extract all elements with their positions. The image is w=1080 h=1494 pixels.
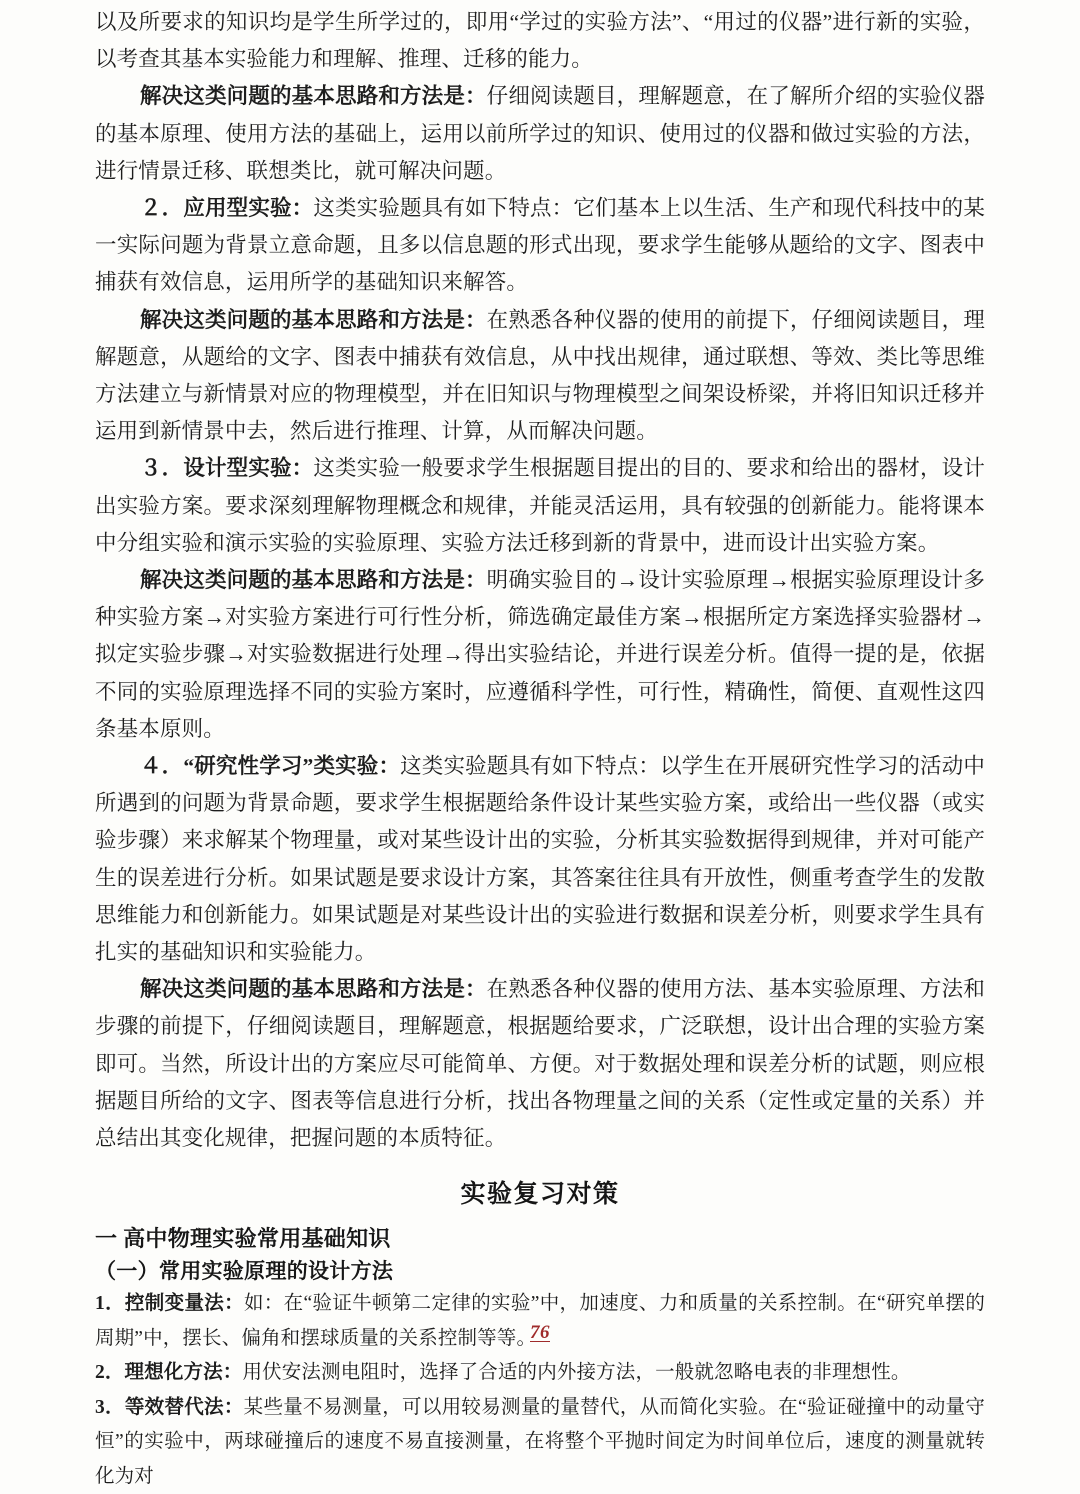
method-label-2: 解决这类问题的基本思路和方法是： [140,307,487,332]
method-list-item [95,1391,985,1494]
method-list-item-label: 3．等效替代法： [95,1396,244,1418]
method-list-item-text: 用伏安法测电阻时，选择了合适的内外接方法，一般就忽略电表的非理想性。 [242,1362,911,1384]
item-4-text: 这类实验题具有如下特点：以学生在开展研究性学习的活动中所遇到的问题为背景命题，要求学生根据题给条件设计某些实验方案，或给出一些仪器（或实验步骤）来求解某个物理量，或对某些设计出的实验，分析其实验数据得到规律，并对可能产生的误差进行分析。如果试题是要求设计方案，其答案往往具有开放性，侧重考查学生的发散思维能力和创新能力。如果试题是对某些设计出的实验进行数据和误差分析，则要求学生具有扎实的基础知识和实验能力。 [95,754,986,965]
item-4-label: ４．“研究性学习”类实验： [140,754,401,779]
method-list-item-label: 1．控制变量法： [95,1293,244,1315]
method-label-1: 解决这类问题的基本思路和方法是： [140,84,487,109]
method-label-4: 解决这类问题的基本思路和方法是： [140,977,487,1002]
item-3-text: 这类实验一般要求学生根据题目提出的目的、要求和给出的器材，设计出实验方案。要求深刻理解物理概念和规律，并能灵活运用，具有较强的创新能力。能将课本中分组实验和演示实验的实验原理、实验方法迁移到新的背景中，进而设计出实验方案。 [95,456,986,555]
method-list-item-text: 如：在“验证牛顿第二定律的实验”中，加速度、力和质量的关系控制。在“研究单摆的周期”中，摆长、偏角和摆球质量的关系控制等等。 [95,1293,985,1349]
item-2-label: ２．应用型实验： [140,196,314,221]
main-text-body [95,0,985,1157]
method-list-item-label: 2．理想化方法： [95,1362,243,1384]
section-subheading-1: （一）常用实验原理的设计方法 [95,1259,394,1284]
method-text-2: 在熟悉各种仪器的使用的前提下，仔细阅读题目，理解题意，从题给的文字、图表中捕获有效信息，从中找出规律，通过联想、等效、类比等思维方法建立与新情景对应的物理模型，并在旧知识与物理模型之间架设桥梁，并将旧知识迁移并运用到新情景中去，然后进行推理、计算，从而解决问题。 [95,307,985,444]
section-title: 实验复习对策 [460,1181,620,1209]
page-footer [0,1322,1080,1344]
methods-list [95,1287,985,1494]
paragraph-item-2 [95,190,985,302]
paragraph-continued-text: 以及所要求的知识均是学生所学过的，即用“学过的实验方法”、“用过的仪器”进行新的实验，以考查其基本实验能力和理解、推理、迁移的能力。 [95,10,985,72]
paragraph-method-1 [95,78,985,190]
paragraph-method-2 [95,302,985,451]
paragraph-method-4 [95,971,985,1157]
method-list-item-text: 某些量不易测量，可以用较易测量的量替代，从而简化实验。在“验证碰撞中的动量守恒”的实验中，两球碰撞后的速度不易直接测量，在将整个平抛时间定为时间单位后，速度的测量就转化为对 [95,1396,985,1487]
method-label-3: 解决这类问题的基本思路和方法是： [140,568,487,593]
section-heading-1: 一 高中物理实验常用基础知识 [95,1226,391,1252]
paragraph-item-3 [95,450,985,562]
paragraph-item-4 [95,748,985,971]
paragraph-continued [95,4,985,78]
method-list-item [95,1356,985,1391]
paragraph-method-3 [95,562,985,748]
method-text-3: 明确实验目的→设计实验原理→根据实验原理设计多种实验方案→对实验方案进行可行性分析，筛选确定最佳方案→根据所定方案选择实验器材→拟定实验步骤→对实验数据进行处理→得出实验结论，并进行误差分析。值得一提的是，依据不同的实验原理选择不同的实验方案时，应遵循科学性，可行性，精确性，简便、直观性这四条基本原则。 [95,568,985,741]
page-number: 76 [530,1322,550,1343]
method-text-1: 仔细阅读题目，理解题意，在了解所介绍的实验仪器的基本原理、使用方法的基础上，运用以前所学过的知识、使用过的仪器和做过实验的方法，进行情景迁移、联想类比，就可解决问题。 [95,84,985,183]
method-text-4: 在熟悉各种仪器的使用方法、基本实验原理、方法和步骤的前提下，仔细阅读题目，理解题意，根据题给要求，广泛联想，设计出合理的实验方案即可。当然，所设计出的方案应尽可能简单、方便。对于数据处理和误差分析的试题，则应根据题目所给的文字、图表等信息进行分析，找出各物理量之间的关系（定性或定量的关系）并总结出其变化规律，把握问题的本质特征。 [95,977,985,1151]
item-2-text: 这类实验题具有如下特点：它们基本上以生活、生产和现代科技中的某一实际问题为背景立意命题，且多以信息题的形式出现，要求学生能够从题给的文字、图表中捕获有效信息，运用所学的基础知识来解答。 [95,196,986,295]
item-3-label: ３．设计型实验： [140,456,314,481]
